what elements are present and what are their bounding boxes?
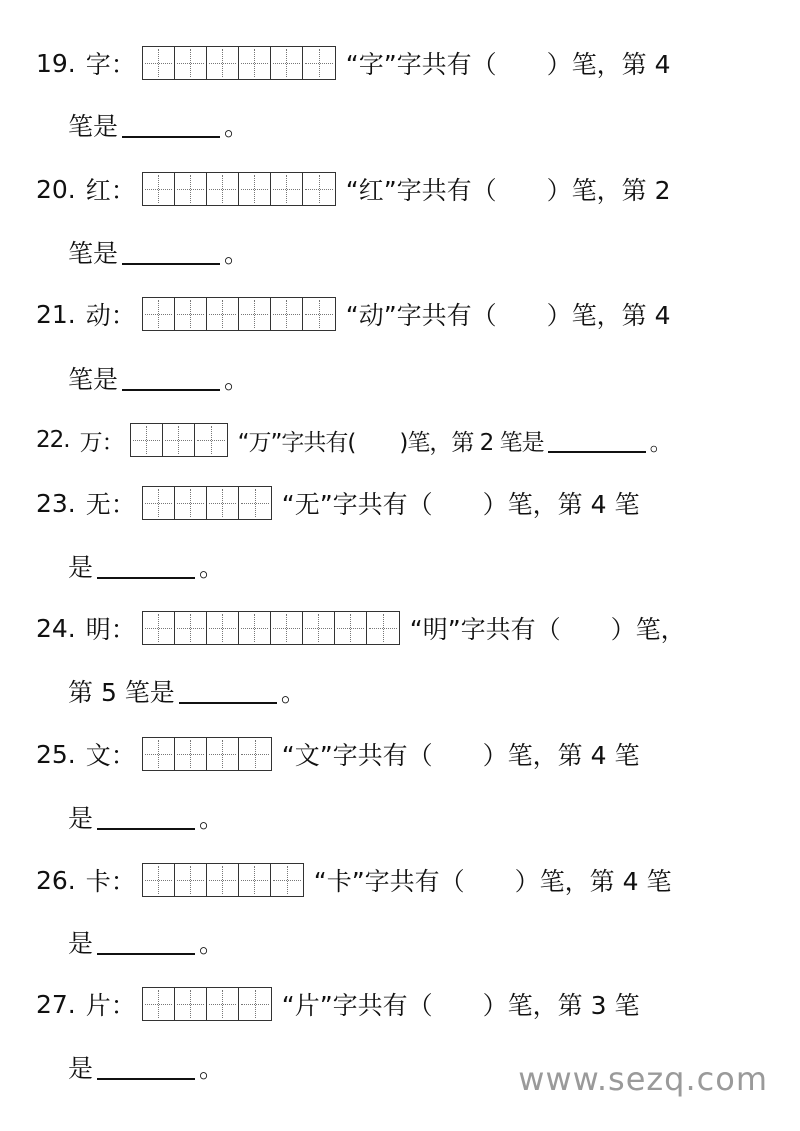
question-char: 卡： xyxy=(85,867,136,896)
writing-grid xyxy=(130,423,228,457)
question-text: “万”字共有( )笔，第 2 笔是 xyxy=(237,429,544,456)
writing-cell[interactable] xyxy=(143,298,175,330)
period: 。 xyxy=(224,239,250,268)
answer-blank[interactable] xyxy=(97,1054,195,1080)
question-continuation xyxy=(68,360,249,396)
question-text: “片”字共有（ ）笔，第 3 笔 xyxy=(281,991,640,1020)
question-line xyxy=(36,736,640,772)
watermark: www.sezq.com xyxy=(518,1060,768,1098)
writing-cell[interactable] xyxy=(271,173,303,205)
question-number: 20. xyxy=(36,174,76,204)
question-char: 片： xyxy=(85,991,136,1020)
writing-cell[interactable] xyxy=(239,298,271,330)
writing-cell[interactable] xyxy=(207,738,239,770)
writing-cell[interactable] xyxy=(143,487,175,519)
question-line xyxy=(36,171,671,207)
writing-cell[interactable] xyxy=(175,487,207,519)
question-number: 21. xyxy=(36,299,76,329)
writing-cell[interactable] xyxy=(239,864,271,896)
question-continuation xyxy=(68,548,224,584)
continuation-text: 是 xyxy=(68,929,94,958)
period: 。 xyxy=(199,804,225,833)
question-char: 字： xyxy=(85,50,136,79)
question-line xyxy=(36,485,640,521)
writing-cell[interactable] xyxy=(239,988,271,1020)
writing-cell[interactable] xyxy=(303,298,335,330)
writing-cell[interactable] xyxy=(207,612,239,644)
period: 。 xyxy=(280,678,306,707)
continuation-text: 是 xyxy=(68,1054,94,1083)
question-line xyxy=(36,862,672,898)
writing-cell[interactable] xyxy=(271,864,303,896)
period: 。 xyxy=(199,1054,225,1083)
writing-cell[interactable] xyxy=(271,612,303,644)
question-continuation xyxy=(68,924,224,960)
writing-cell[interactable] xyxy=(239,487,271,519)
continuation-text: 是 xyxy=(68,804,94,833)
writing-cell[interactable] xyxy=(143,738,175,770)
writing-grid xyxy=(142,611,400,645)
writing-cell[interactable] xyxy=(207,298,239,330)
period: 。 xyxy=(224,112,250,141)
writing-cell[interactable] xyxy=(303,612,335,644)
writing-grid xyxy=(142,297,336,331)
writing-cell[interactable] xyxy=(175,47,207,79)
question-char: 无： xyxy=(85,490,136,519)
period: 。 xyxy=(649,429,672,456)
writing-cell[interactable] xyxy=(239,612,271,644)
writing-grid xyxy=(142,486,272,520)
writing-cell[interactable] xyxy=(131,424,163,456)
writing-cell[interactable] xyxy=(175,612,207,644)
answer-blank[interactable] xyxy=(122,239,220,265)
writing-cell[interactable] xyxy=(271,298,303,330)
answer-blank[interactable] xyxy=(122,112,220,138)
writing-grid xyxy=(142,737,272,771)
question-number: 22. xyxy=(36,427,70,453)
writing-cell[interactable] xyxy=(207,487,239,519)
writing-grid xyxy=(142,172,336,206)
question-number: 25. xyxy=(36,739,76,769)
writing-cell[interactable] xyxy=(239,738,271,770)
question-text: “无”字共有（ ）笔，第 4 笔 xyxy=(281,490,640,519)
period: 。 xyxy=(199,553,225,582)
question-number: 24. xyxy=(36,613,76,643)
writing-cell[interactable] xyxy=(239,47,271,79)
writing-cell[interactable] xyxy=(143,988,175,1020)
question-text: “动”字共有（ ）笔，第 4 xyxy=(345,301,671,330)
continuation-text: 是 xyxy=(68,553,94,582)
question-continuation xyxy=(68,673,306,709)
question-text: “红”字共有（ ）笔，第 2 xyxy=(345,176,671,205)
question-text: “明”字共有（ ）笔， xyxy=(409,615,686,644)
writing-cell[interactable] xyxy=(143,47,175,79)
question-line xyxy=(36,45,671,81)
question-number: 27. xyxy=(36,989,76,1019)
question-continuation xyxy=(68,234,249,270)
writing-cell[interactable] xyxy=(207,988,239,1020)
continuation-text: 笔是 xyxy=(68,239,119,268)
writing-cell[interactable] xyxy=(335,612,367,644)
question-continuation xyxy=(68,107,249,143)
answer-blank[interactable] xyxy=(179,678,277,704)
period: 。 xyxy=(224,365,250,394)
period: 。 xyxy=(199,929,225,958)
question-line xyxy=(36,296,671,332)
question-char: 明： xyxy=(85,615,136,644)
writing-cell[interactable] xyxy=(175,988,207,1020)
question-char: 动： xyxy=(85,301,136,330)
writing-cell[interactable] xyxy=(175,173,207,205)
question-number: 23. xyxy=(36,488,76,518)
question-char: 万： xyxy=(79,429,124,456)
answer-blank[interactable] xyxy=(97,553,195,579)
writing-grid xyxy=(142,987,272,1021)
writing-cell[interactable] xyxy=(271,47,303,79)
question-continuation xyxy=(68,1049,224,1085)
writing-cell[interactable] xyxy=(143,173,175,205)
writing-cell[interactable] xyxy=(143,612,175,644)
continuation-text: 笔是 xyxy=(68,365,119,394)
writing-cell[interactable] xyxy=(195,424,227,456)
answer-blank[interactable] xyxy=(122,365,220,391)
writing-cell[interactable] xyxy=(175,298,207,330)
question-text: “字”字共有（ ）笔，第 4 xyxy=(345,50,671,79)
question-number: 26. xyxy=(36,865,76,895)
question-continuation xyxy=(68,799,224,835)
writing-cell[interactable] xyxy=(303,173,335,205)
writing-cell[interactable] xyxy=(207,173,239,205)
question-line xyxy=(36,422,672,458)
continuation-text: 笔是 xyxy=(68,112,119,141)
answer-blank[interactable] xyxy=(97,804,195,830)
writing-cell[interactable] xyxy=(303,47,335,79)
question-text: “文”字共有（ ）笔，第 4 笔 xyxy=(281,741,640,770)
writing-cell[interactable] xyxy=(175,738,207,770)
writing-cell[interactable] xyxy=(143,864,175,896)
question-char: 文： xyxy=(85,741,136,770)
writing-grid xyxy=(142,863,304,897)
writing-cell[interactable] xyxy=(239,173,271,205)
writing-grid xyxy=(142,46,336,80)
question-number: 19. xyxy=(36,48,76,78)
answer-blank[interactable] xyxy=(97,929,195,955)
continuation-text: 第 5 笔是 xyxy=(68,678,175,707)
question-text: “卡”字共有（ ）笔，第 4 笔 xyxy=(313,867,672,896)
question-char: 红： xyxy=(85,176,136,205)
writing-cell[interactable] xyxy=(207,47,239,79)
writing-cell[interactable] xyxy=(207,864,239,896)
question-line xyxy=(36,986,640,1022)
writing-cell[interactable] xyxy=(163,424,195,456)
writing-cell[interactable] xyxy=(175,864,207,896)
question-line xyxy=(36,610,686,646)
answer-blank[interactable] xyxy=(548,427,646,453)
writing-cell[interactable] xyxy=(367,612,399,644)
